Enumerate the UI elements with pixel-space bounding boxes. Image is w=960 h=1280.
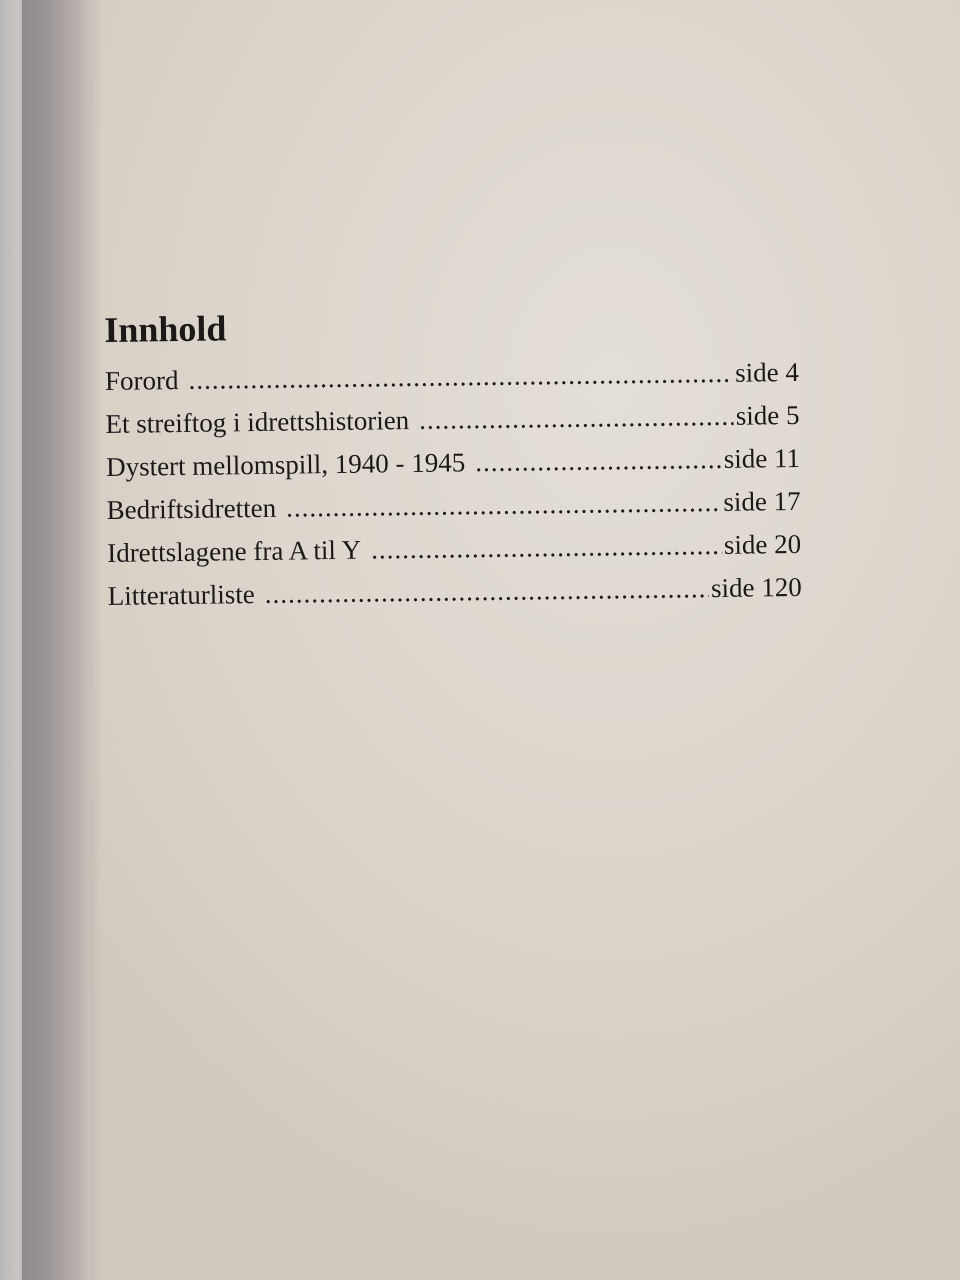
toc-entry-label: Dystert mellomspill, 1940 - 1945 (105, 447, 466, 482)
toc-entry-page: side 120 (710, 571, 802, 604)
toc-title: Innhold (104, 308, 227, 350)
table-of-contents (104, 299, 802, 618)
toc-entry-page: side 5 (735, 399, 800, 431)
toc-entry-label: Bedriftsidretten (106, 492, 277, 525)
spine-shadow (22, 0, 102, 1280)
toc-entry-page: side 4 (734, 356, 800, 388)
toc-list (105, 351, 802, 618)
dot-leader (264, 567, 709, 616)
toc-entry-label: Litteraturliste (107, 579, 255, 611)
toc-entry-label: Et streiftog i idrettshistorien (105, 405, 410, 439)
dot-leader (286, 481, 722, 530)
dot-leader (419, 395, 734, 442)
dot-leader (475, 438, 722, 484)
dot-leader (371, 524, 722, 572)
toc-entry-litteraturliste (107, 566, 802, 618)
dot-leader (188, 352, 733, 402)
toc-entry-label: Idrettslagene fra A til Y (107, 534, 362, 568)
book-page (90, 0, 960, 1280)
toc-entry-page: side 11 (723, 442, 801, 474)
toc-entry-page: side 20 (723, 528, 802, 560)
toc-entry-page: side 17 (723, 485, 801, 517)
toc-entry-label: Forord (104, 365, 179, 396)
